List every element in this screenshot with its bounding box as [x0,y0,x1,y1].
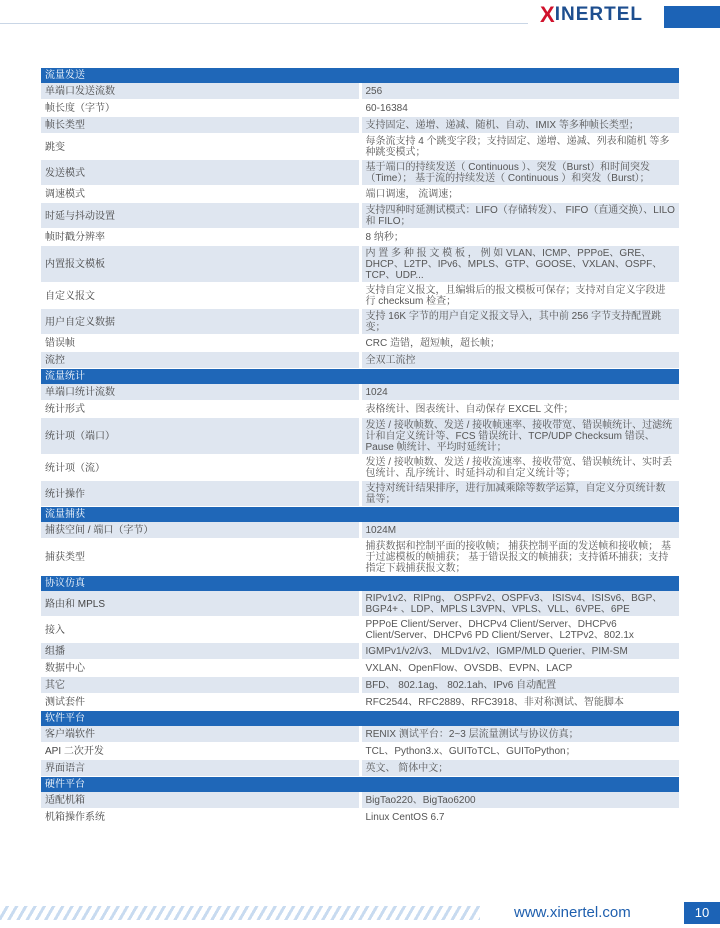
spec-value: 8 纳秒； [360,229,679,246]
spec-value: 支持固定、递增、递减、随机、自动、IMIX 等多种帧长类型； [360,117,679,134]
section-header [41,68,679,83]
spec-value: 支持四种时延测试模式：LIFO（存储转发）、 FIFO（直通交换）、LILO 和 FILO； [360,203,679,229]
spec-key: 发送模式 [41,160,360,186]
spec-row [41,792,679,809]
spec-row [41,809,679,826]
spec-row [41,352,679,369]
spec-row [41,401,679,418]
section-header [41,369,679,385]
section-title: 协议仿真 [41,576,679,592]
spec-value: BFD、 802.1ag、 802.1ah、IPv6 自动配置 [360,677,679,694]
spec-value: RENIX 测试平台：2~3 层流量测试与协议仿真； [360,726,679,743]
spec-value: IGMPv1/v2/v3、 MLDv1/v2、IGMP/MLD Querier、PIM-SM [360,643,679,660]
spec-row [41,83,679,100]
spec-key: 接入 [41,617,360,643]
spec-value: 1024 [360,384,679,401]
spec-key: 内置报文模板 [41,246,360,283]
spec-key: 帧长度（字节） [41,100,360,117]
spec-row [41,283,679,309]
spec-value: 发送 / 接收帧数、发送 / 接收帧速率、接收带宽、错误帧统计、过滤统计和自定义统计等、FCS 错误统计、TCP/UDP Checksum 错误、Pause 帧统计、平均时延统计； [360,418,679,455]
section-header [41,507,679,523]
footer-stripes [0,906,480,920]
section-title: 软件平台 [41,711,679,727]
spec-value: 1024M [360,522,679,539]
spec-row [41,743,679,760]
spec-key: 帧时戳分辨率 [41,229,360,246]
spec-value: 60-16384 [360,100,679,117]
section-header [41,576,679,592]
spec-row [41,246,679,283]
spec-key: 统计项（端口） [41,418,360,455]
spec-value: VXLAN、OpenFlow、OVSDB、EVPN、LACP [360,660,679,677]
spec-key: 统计形式 [41,401,360,418]
spec-value: TCL、Python3.x、GUIToTCL、GUIToPython； [360,743,679,760]
spec-key: 单端口统计流数 [41,384,360,401]
logo-text: INERTEL [554,4,643,25]
spec-row [41,384,679,401]
spec-value: RIPv1v2、RIPng、 OSPFv2、OSPFv3、 ISISv4、ISISv6、BGP、 BGP4+ 、LDP、MPLS L3VPN、VPLS、VLL、6VPE、6PE [360,591,679,617]
spec-key: 时延与抖动设置 [41,203,360,229]
section-header [41,711,679,727]
spec-key: 统计操作 [41,481,360,507]
spec-row [41,760,679,777]
spec-row [41,481,679,507]
spec-key: 自定义报文 [41,283,360,309]
header-color-block [664,6,720,28]
spec-key: 捕获类型 [41,539,360,576]
spec-value: BigTao220、BigTao6200 [360,792,679,809]
spec-row [41,660,679,677]
spec-row [41,726,679,743]
spec-value: 支持 16K 字节的用户自定义报文导入，其中前 256 字节支持配置跳变； [360,309,679,335]
spec-row [41,418,679,455]
spec-key: 流控 [41,352,360,369]
spec-key: 客户端软件 [41,726,360,743]
spec-table-body [41,68,679,826]
spec-key: 其它 [41,677,360,694]
spec-row [41,643,679,660]
spec-row [41,100,679,117]
spec-key: 测试套件 [41,694,360,711]
spec-value: 表格统计、图表统计、自动保存 EXCEL 文件； [360,401,679,418]
page-number: 10 [684,902,720,924]
spec-value: 捕获数据和控制平面的接收帧； 捕获控制平面的发送帧和接收帧； 基于过滤模板的帧捕获； 基于错误报文的帧捕获；支持循环捕获；支持指定下载捕获报文数； [360,539,679,576]
spec-row [41,309,679,335]
spec-key: 单端口发送流数 [41,83,360,100]
page-footer [0,896,720,928]
spec-row [41,539,679,576]
section-title: 流量发送 [41,68,679,83]
spec-row [41,229,679,246]
spec-key: 帧长类型 [41,117,360,134]
spec-value: 支持对统计结果排序，进行加减乘除等数学运算，自定义分页统计数量等； [360,481,679,507]
spec-row [41,617,679,643]
spec-value: 基于端口的持续发送（ Continuous ）、突发（Burst）和时间突发（Time）； 基于流的持续发送（ Continuous ）和突发（Burst）； [360,160,679,186]
spec-value: PPPoE Client/Server、DHCPv4 Client/Server、DHCPv6 Client/Server、DHCPv6 PD Client/Server、L2TPv2、802.1x [360,617,679,643]
spec-key: API 二次开发 [41,743,360,760]
spec-key: 适配机箱 [41,792,360,809]
spec-value: 每条流支持 4 个跳变字段；支持固定、递增、递减、列表和随机 等多种跳变模式； [360,134,679,160]
xinertel-logo [540,4,643,26]
section-title: 硬件平台 [41,777,679,793]
spec-value: 端口调速， 流调速； [360,186,679,203]
spec-row [41,335,679,352]
spec-key: 统计项（流） [41,455,360,481]
spec-key: 界面语言 [41,760,360,777]
spec-key: 数据中心 [41,660,360,677]
header-rule [0,23,528,24]
spec-key: 调速模式 [41,186,360,203]
spec-value: 256 [360,83,679,100]
spec-value: 发送 / 接收帧数、发送 / 接收流速率、接收带宽、错误帧统计、实时丢包统计、乱序统计、时延抖动和自定义统计等； [360,455,679,481]
spec-value: 全双工流控 [360,352,679,369]
spec-row [41,117,679,134]
spec-value: 英文、 简体中文； [360,760,679,777]
spec-key: 组播 [41,643,360,660]
spec-row [41,455,679,481]
spec-row [41,203,679,229]
spec-row [41,591,679,617]
spec-value: 支持自定义报文，且编辑后的报文模板可保存；支持对自定义字段进行 checksum 检查； [360,283,679,309]
spec-table [41,68,679,826]
section-header [41,777,679,793]
spec-value: 内 置 多 种 报 文 模 板 ， 例 如 VLAN、ICMP、PPPoE、GRE、DHCP、L2TP、IPv6、MPLS、GTP、GOOSE、VXLAN、OSPF、TCP、UDP... [360,246,679,283]
section-title: 流量统计 [41,369,679,385]
spec-key: 机箱操作系统 [41,809,360,826]
page-header [0,0,720,26]
spec-row [41,694,679,711]
spec-value: Linux CentOS 6.7 [360,809,679,826]
spec-value: RFC2544、RFC2889、RFC3918、非对称测试、智能脚本 [360,694,679,711]
spec-key: 用户自定义数据 [41,309,360,335]
spec-key: 跳变 [41,134,360,160]
spec-value: CRC 造错，超短帧，超长帧； [360,335,679,352]
spec-row [41,134,679,160]
section-title: 流量捕获 [41,507,679,523]
spec-row [41,522,679,539]
logo-x: X [540,2,555,27]
spec-key: 路由和 MPLS [41,591,360,617]
spec-key: 错误帧 [41,335,360,352]
spec-row [41,186,679,203]
spec-row [41,677,679,694]
spec-key: 捕获空间 / 端口（字节） [41,522,360,539]
footer-url[interactable]: www.xinertel.com [514,904,631,921]
spec-row [41,160,679,186]
